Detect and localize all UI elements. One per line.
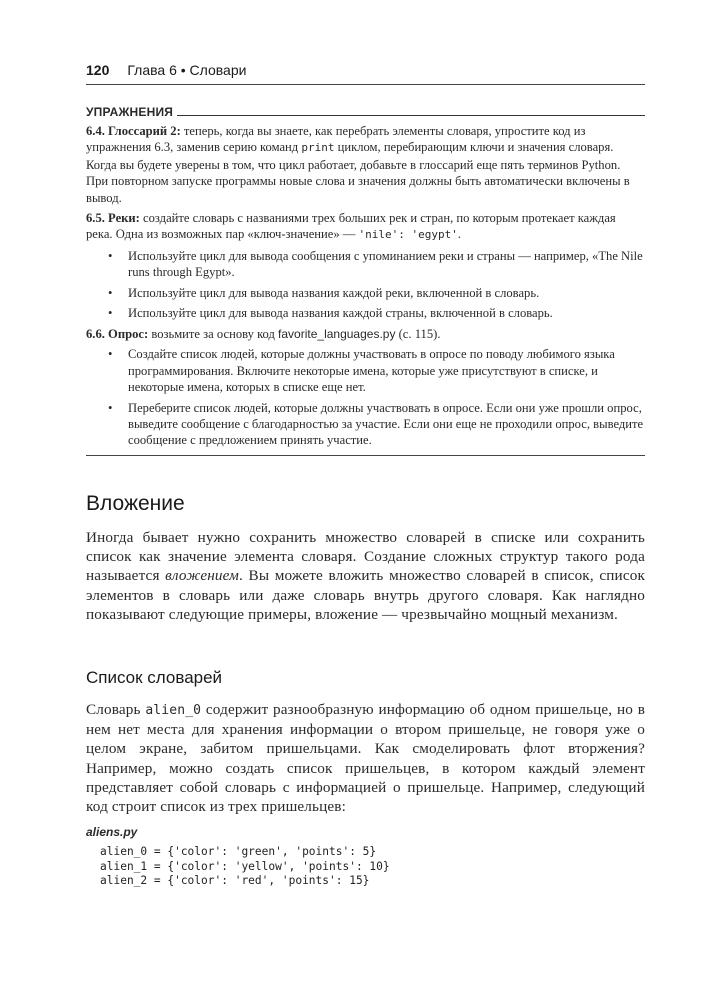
bullet-icon: • — [108, 248, 113, 263]
exercise-text: циклом, перебирающим ключи и значения словаря. Когда вы будете уверены в том, что цикл работает, добавьте в глоссарий еще пять терминов Python. При повторном запуске программы новые слова и значения должны быть автоматически включены в вывод. — [86, 140, 630, 205]
page-number: 120 — [86, 62, 110, 78]
inline-code: 'nile': 'egypt' — [358, 228, 458, 242]
subsection-heading: Список словарей — [86, 668, 223, 687]
list-item — [86, 248, 645, 281]
inline-code: print — [301, 141, 335, 155]
list-item — [86, 285, 645, 301]
bullet-list — [86, 248, 645, 322]
list-item — [86, 305, 645, 321]
code-line: alien_1 = {'color': 'yellow', 'points': 10} — [100, 859, 390, 873]
bullet-icon: • — [108, 285, 113, 300]
list-item — [86, 400, 645, 449]
exercise-6-4 — [86, 123, 645, 206]
inline-code: alien_0 — [145, 703, 202, 718]
list-item-text: Используйте цикл для вывода сообщения с упоминанием реки и страны — например, «The Nile runs through Egypt». — [128, 248, 643, 280]
exercises-title: УПРАЖНЕНИЯ — [86, 105, 174, 119]
exercise-text: . — [457, 227, 462, 242]
list-item-text: Создайте список людей, которые должны участвовать в опросе по поводу любимого языка программирования. Включите некоторые имена, которые уже присутствуют в списке, и некоторые имена, которых в списке еще нет. — [128, 347, 615, 395]
section-heading: Вложение — [86, 492, 185, 515]
exercises-title-rule — [177, 115, 645, 116]
running-header — [86, 62, 645, 84]
bullet-icon: • — [108, 347, 113, 362]
exercise-text: теперь, когда вы знаете, как перебрать элементы словаря, упростите код из упражнения 6.3, заменив серию команд — [86, 124, 586, 155]
bullet-list — [86, 346, 645, 448]
paragraph-text: Иногда бывает нужно сохранить множество словарей в списке или сохранить список как значение элемента словаря. Создание сложных структур такого рода называется — [86, 529, 645, 585]
header-rule — [86, 84, 645, 85]
list-item-text: Переберите список людей, которые должны участвовать в опросе. Если они уже прошли опрос, выведите сообщение с благодарностью за участие. Если они еще не проходили опрос, выведите сообщение с предложением принять участие. — [128, 400, 644, 448]
exercise-label: 6.5. Реки: — [86, 211, 140, 225]
exercise-label: 6.4. Глоссарий 2: — [86, 124, 181, 138]
exercise-text: создайте словарь с названиями трех больших рек и стран, по которым протекает каждая река. Одна из возможных пар «ключ-значение» — — [86, 211, 616, 242]
emphasis-term: вложением — [165, 567, 239, 585]
code-block — [100, 845, 390, 889]
subsection-paragraph — [86, 700, 645, 816]
exercises-heading — [86, 105, 645, 119]
exercise-6-6 — [86, 326, 645, 449]
chapter-title: Глава 6 • Словари — [127, 62, 247, 78]
exercise-6-5 — [86, 210, 645, 321]
code-line: alien_2 = {'color': 'red', 'points': 15} — [100, 874, 370, 888]
exercises-bottom-rule — [86, 455, 645, 456]
code-filename: aliens.py — [86, 825, 138, 839]
exercise-label: 6.6. Опрос: — [86, 327, 149, 341]
exercise-text: возьмите за основу код — [148, 327, 279, 341]
bullet-icon: • — [108, 400, 113, 415]
code-line: alien_0 = {'color': 'green', 'points': 5} — [100, 845, 377, 858]
paragraph-text: . Вы можете вложить множество словарей в список, список элементов в словарь или даже словарь внутрь другого словаря. Как наглядно показывают следующие примеры, вложение — чрезвычайно мощный механизм. — [86, 567, 645, 623]
section-paragraph — [86, 528, 645, 624]
exercise-text: (с. 115). — [395, 327, 441, 341]
bullet-icon: • — [108, 306, 113, 321]
file-reference: favorite_languages.py — [278, 327, 396, 341]
list-item-text: Используйте цикл для вывода названия каждой страны, включенной в словарь. — [128, 306, 553, 321]
paragraph-text: Словарь — [86, 701, 146, 718]
list-item — [86, 346, 645, 395]
list-item-text: Используйте цикл для вывода названия каждой реки, включенной в словарь. — [128, 285, 540, 300]
paragraph-text: содержит разнообразную информацию об одном пришельце, но в нем нет места для хранения информации о втором пришельце, не говоря уже о целом экране, забитом пришельцами. Как смоделировать флот вторжения? Например, можно создать список пришельцев, в котором каждый элемент представляет собой словарь с информацией о пришельце. Например, следующий код строит список из трех пришельцев: — [86, 701, 646, 816]
